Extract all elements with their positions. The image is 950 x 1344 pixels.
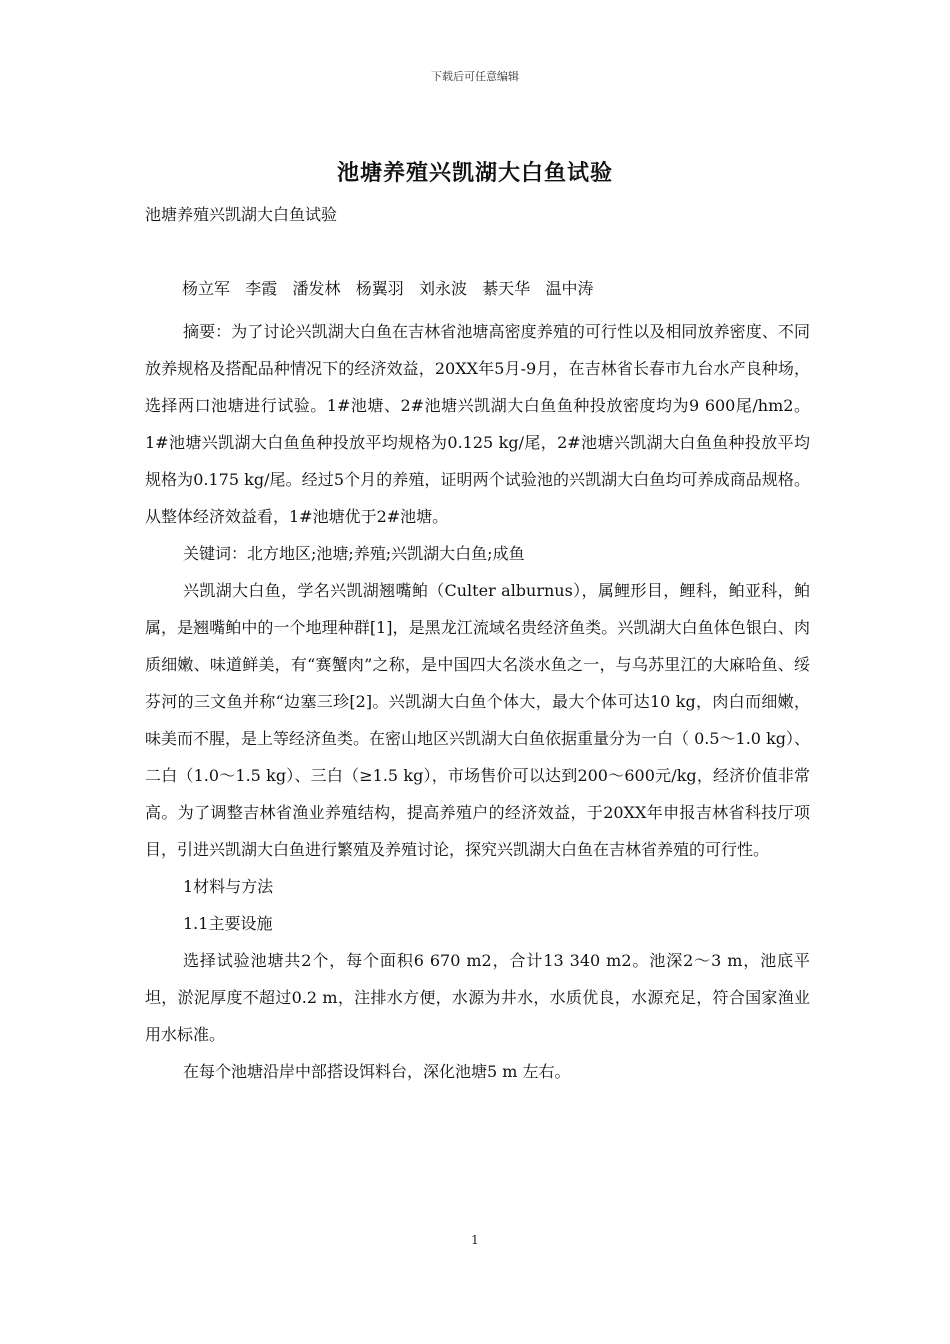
- abstract-paragraph: 摘要：为了讨论兴凯湖大白鱼在吉林省池塘高密度养殖的可行性以及相同放养密度、不同放养规格及搭配品种情况下的经济效益，20XX年5月-9月，在吉林省长春市九台水产良种场，选择两口池塘进行试验。1#池塘、2#池塘兴凯湖大白鱼鱼种投放密度均为9 600尾/hm2。1#池塘兴凯湖大白鱼鱼种投放平均规格为0.125 kg/尾，2#池塘兴凯湖大白鱼鱼种投放平均规格为0.175 kg/尾。经过5个月的养殖，证明两个试验池的兴凯湖大白鱼均可养成商品规格。从整体经济效益看，1#池塘优于2#池塘。: [145, 322, 810, 526]
- keywords-paragraph: 关键词：北方地区;池塘;养殖;兴凯湖大白鱼;成鱼: [183, 544, 525, 563]
- intro-paragraph: 兴凯湖大白鱼，学名兴凯湖翘嘴鲌（Culter alburnus），属鲤形目，鲤科，鲌亚科，鲌属，是翘嘴鲌中的一个地理种群[1]，是黑龙江流域名贵经济鱼类。兴凯湖大白鱼体色银白、肉质细嫩、味道鲜美，有“赛蟹肉”之称，是中国四大名淡水鱼之一，与乌苏里江的大麻哈鱼、绥芬河的三文鱼并称“边塞三珍[2]。兴凯湖大白鱼个体大，最大个体可达10 kg，肉白而细嫩，味美而不腥，是上等经济鱼类。在密山地区兴凯湖大白鱼依据重量分为一白（ 0.5～1.0 kg）、二白（1.0～1.5 kg）、三白（≥1.5 kg），市场售价可以达到200～600元/kg，经济价值非常高。为了调整吉林省渔业养殖结构，提高养殖户的经济效益，于20XX年申报吉林省科技厅项目，引进兴凯湖大白鱼进行繁殖及养殖讨论，探究兴凯湖大白鱼在吉林省养殖的可行性。: [145, 581, 811, 859]
- section-heading-1: 1材料与方法: [183, 877, 274, 896]
- feeding-paragraph: 在每个池塘沿岸中部搭设饵料台，深化池塘5 m 左右。: [183, 1062, 571, 1081]
- page-header: 下载后可任意编辑: [431, 70, 519, 83]
- author-list: 杨立军 李霞 潘发林 杨翼羽 刘永波 綦天华 温中涛: [182, 279, 594, 298]
- document-title: 池塘养殖兴凯湖大白鱼试验: [336, 160, 613, 186]
- document-body: [145, 313, 810, 1090]
- facility-paragraph: 选择试验池塘共2个，每个面积6 670 m2，合计13 340 m2。池深2～3 m，池底平坦，淤泥厚度不超过0.2 m，注排水方便，水源为井水，水质优良，水源充足，符合国家渔业用水标准。: [145, 951, 810, 1044]
- page-number: 1: [471, 1233, 479, 1247]
- document-subtitle: 池塘养殖兴凯湖大白鱼试验: [145, 205, 338, 224]
- section-heading-1-1: 1.1主要设施: [183, 914, 273, 933]
